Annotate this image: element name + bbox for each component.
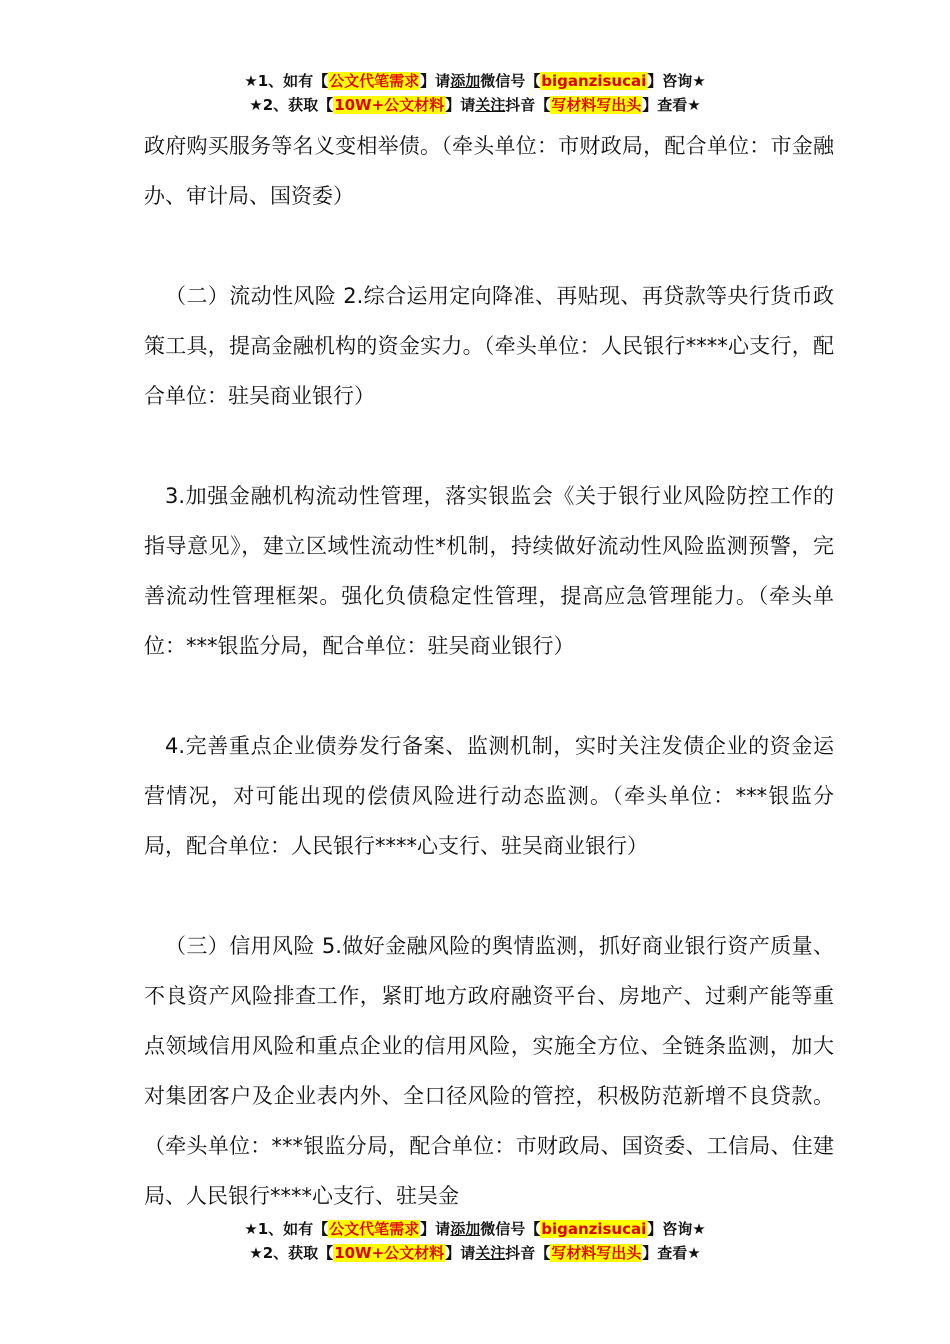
banner-text: 】查看★: [642, 1244, 701, 1262]
footer-banner: [0, 1218, 950, 1266]
banner-line-1: [0, 70, 950, 94]
banner-underline: 关注: [475, 96, 506, 114]
banner-underline: 添加: [450, 72, 481, 90]
paragraph: 4.完善重点企业债券发行备案、监测机制，实时关注发债企业的资金运营情况，对可能出现的偿债风险进行动态监测。（牵头单位：***银监分局，配合单位：人民银行****心支行、驻吴商业银行）: [144, 734, 834, 858]
banner-underline: 关注: [475, 1244, 506, 1262]
banner-line-1: [0, 1218, 950, 1242]
banner-text: ★2、获取【: [249, 1244, 334, 1262]
banner-text: 】请: [445, 1244, 476, 1262]
paragraph: 政府购买服务等名义变相举债。（牵头单位：市财政局，配合单位：市金融办、审计局、国资委）: [144, 134, 834, 208]
banner-text: 】请: [420, 1220, 451, 1238]
banner-highlight: 写材料写出头: [551, 1244, 642, 1262]
banner-text: 】请: [445, 96, 476, 114]
banner-highlight: 写材料写出头: [551, 96, 642, 114]
paragraph: 3.加强金融机构流动性管理，落实银监会《关于银行业风险防控工作的指导意见》，建立区域性流动性*机制，持续做好流动性风险监测预警，完善流动性管理框架。强化负债稳定性管理，提高应急管理能力。（牵头单位：***银监分局，配合单位：驻吴商业银行）: [144, 484, 834, 658]
banner-line-2: [0, 1242, 950, 1266]
banner-text: 】咨询★: [647, 1220, 706, 1238]
document-body: [144, 121, 834, 1221]
banner-text: 】咨询★: [647, 72, 706, 90]
paragraph-spacer: [144, 671, 834, 721]
banner-underline: 添加: [450, 1220, 481, 1238]
banner-text: 抖音【: [505, 96, 551, 114]
banner-text: ★2、获取【: [249, 96, 334, 114]
header-banner: [0, 70, 950, 118]
banner-text: ★1、如有【: [244, 72, 329, 90]
paragraph-spacer: [144, 221, 834, 271]
banner-text: ★1、如有【: [244, 1220, 329, 1238]
banner-text: 抖音【: [505, 1244, 551, 1262]
banner-highlight: biganzisucai: [541, 72, 647, 90]
banner-highlight: 10W+公文材料: [334, 1244, 445, 1262]
banner-highlight: 公文代笔需求: [329, 1220, 420, 1238]
banner-text: 微信号【: [480, 1220, 541, 1238]
paragraph: （三）信用风险 5.做好金融风险的舆情监测，抓好商业银行资产质量、不良资产风险排查工作，紧盯地方政府融资平台、房地产、过剩产能等重点领域信用风险和重点企业的信用风险，实施全方位、全链条监测，加大对集团客户及企业表内外、全口径风险的管控，积极防范新增不良贷款。（牵头单位：***银监分局，配合单位：市财政局、国资委、工信局、住建局、人民银行****心支行、驻吴金: [144, 934, 834, 1208]
banner-highlight: biganzisucai: [541, 1220, 647, 1238]
banner-text: 】请: [420, 72, 451, 90]
paragraph: （二）流动性风险 2.综合运用定向降准、再贴现、再贷款等央行货币政策工具，提高金融机构的资金实力。（牵头单位：人民银行****心支行，配合单位：驻吴商业银行）: [144, 284, 834, 408]
banner-highlight: 公文代笔需求: [329, 72, 420, 90]
paragraph-spacer: [144, 871, 834, 921]
paragraph-spacer: [144, 421, 834, 471]
banner-highlight: 10W+公文材料: [334, 96, 445, 114]
banner-text: 】查看★: [642, 96, 701, 114]
banner-text: 微信号【: [480, 72, 541, 90]
banner-line-2: [0, 94, 950, 118]
